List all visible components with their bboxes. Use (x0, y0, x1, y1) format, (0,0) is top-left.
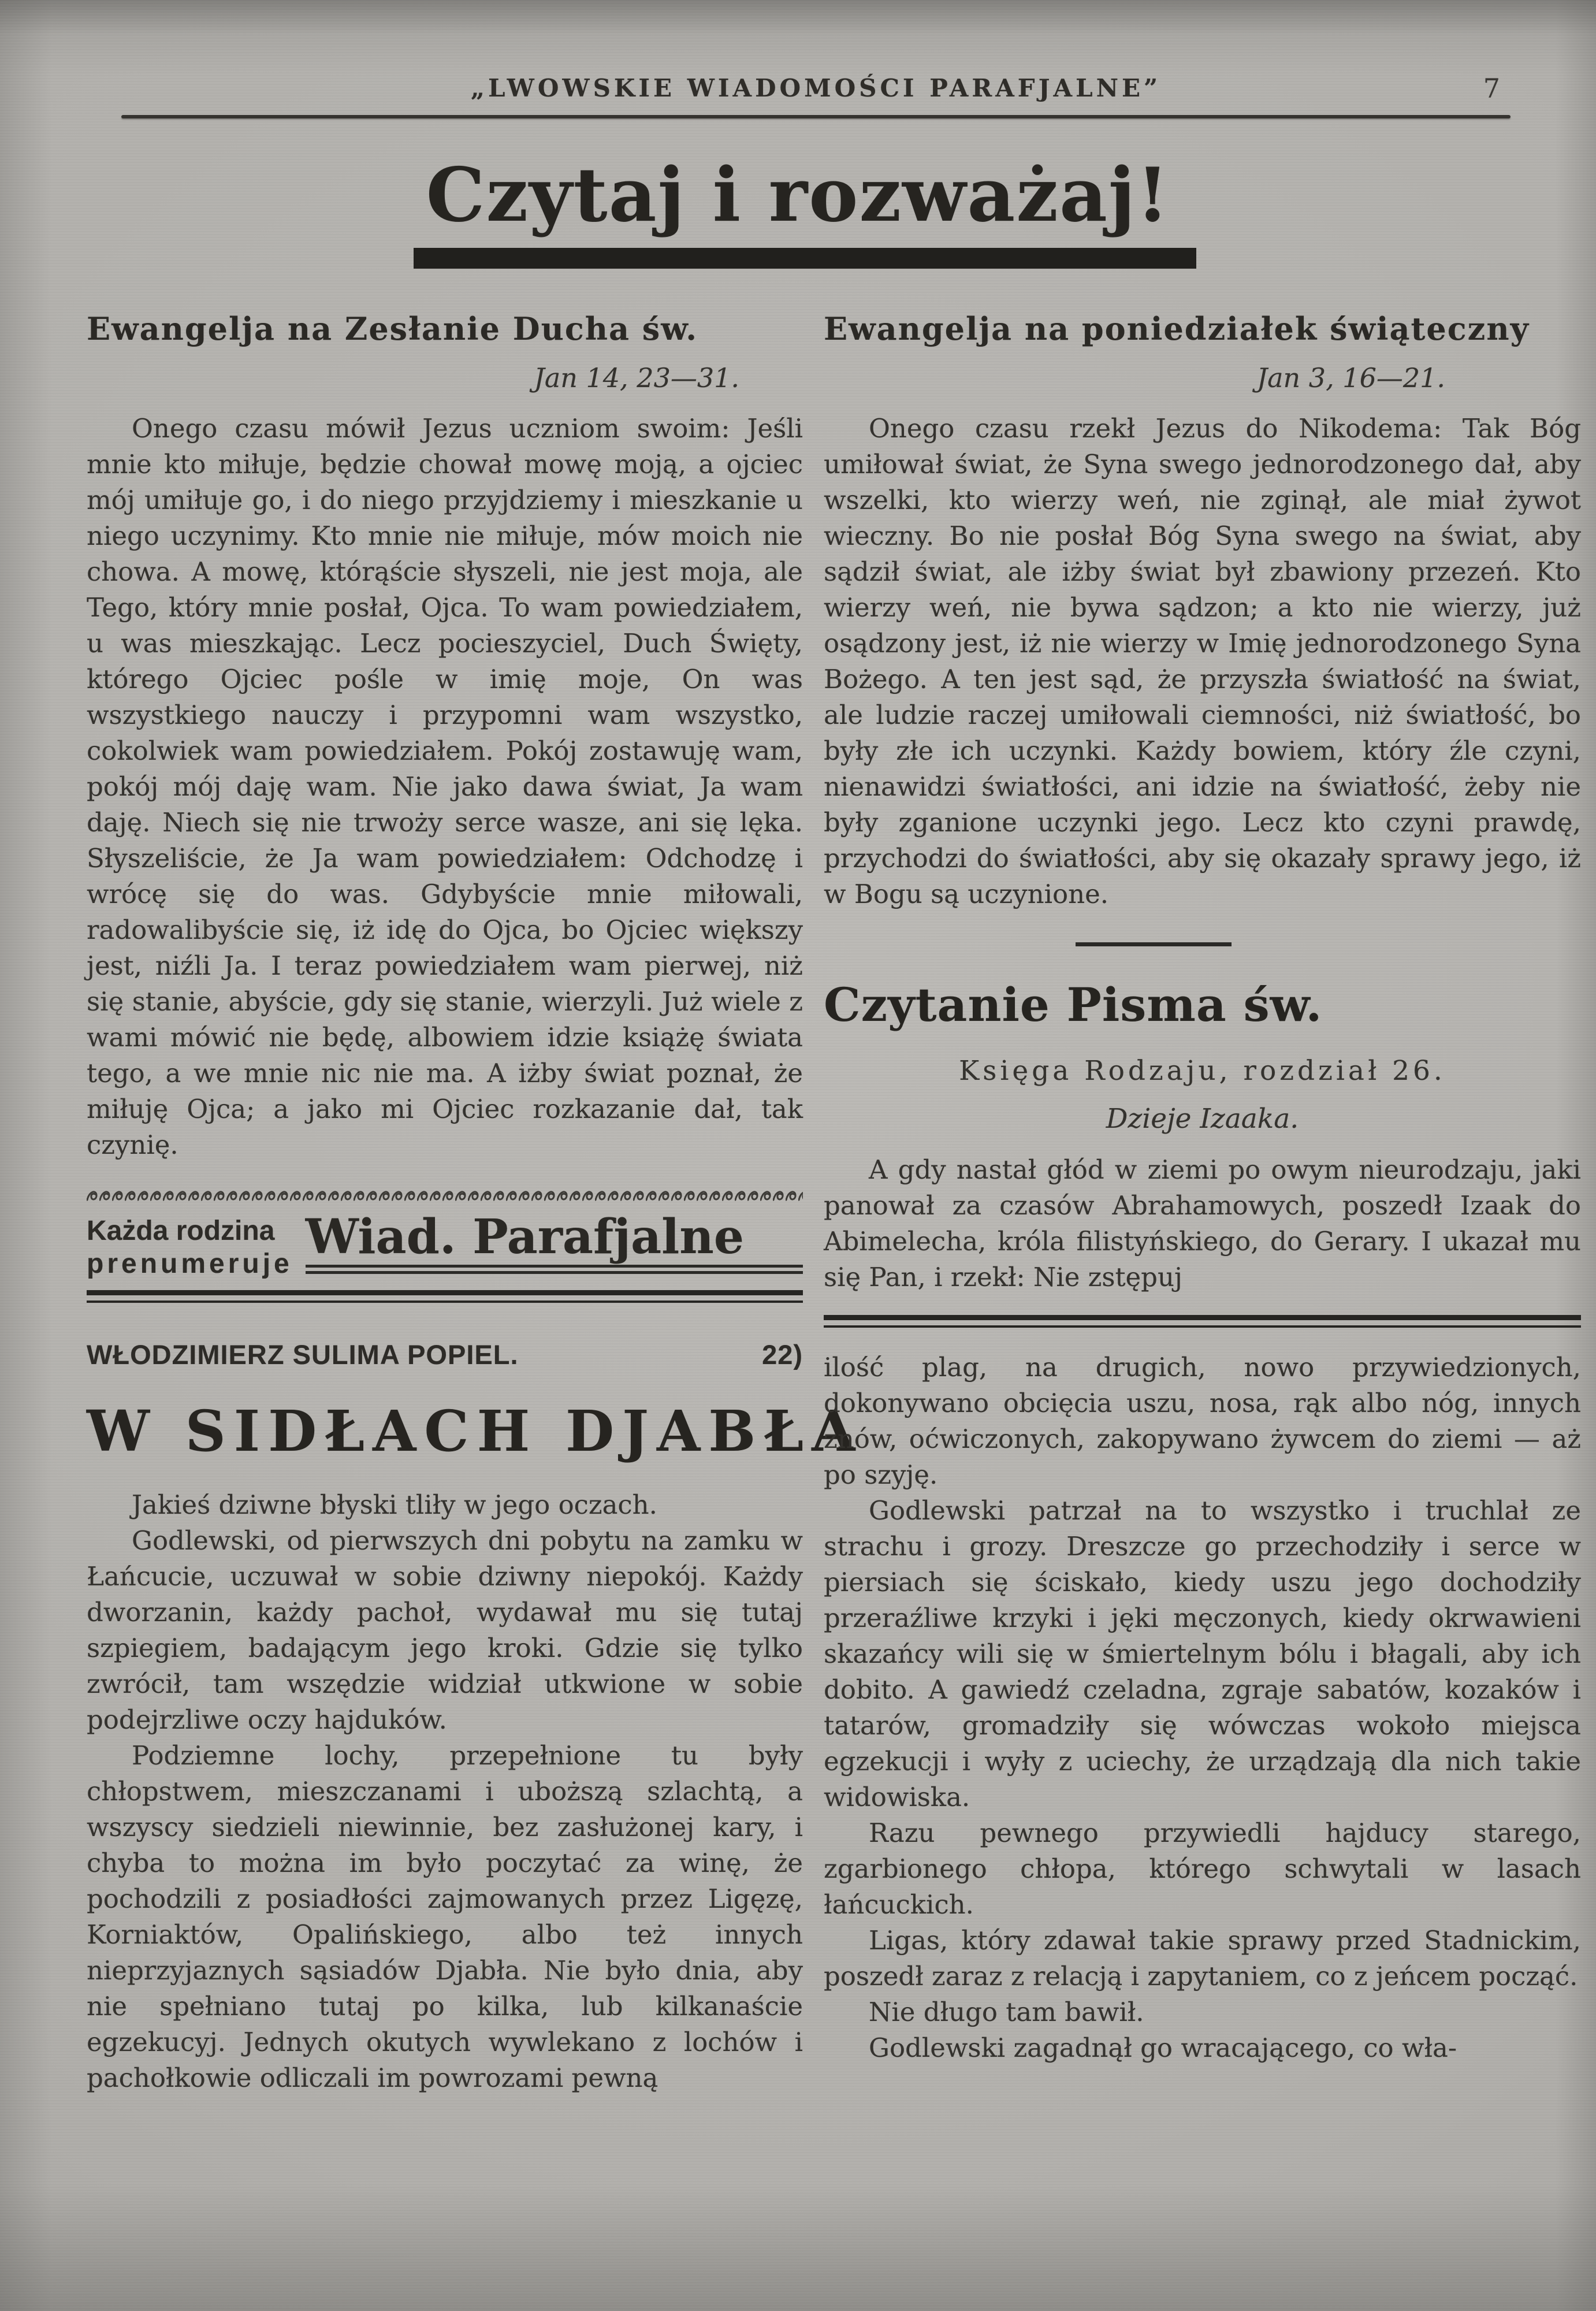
left-column (87, 310, 864, 2096)
gospel-pentecost-body: Onego czasu mówił Jezus uczniom swoim: Jeśli mnie kto miłuje, będzie chował mowę moją, a ojciec mój umiłuje go, i do niego przyjdziemy i mieszkanie u niego uczynimy. Kto mnie nie miłuje, mów moich nie chowa. A mowę, którąście słyszeli, nie jest moja, ale Tego, który mnie posłał, Ojca. To wam powiedziałem, u was mieszkając. Lecz pocieszyciel, Duch Święty, którego Ojciec pośle w imię moje, On was wszystkiego nauczy i przypomni wam wszystko, cokolwiek wam powiedziałem. Pokój zostawuję wam, pokój mój daję wam. Nie jako dawa świat, Ja wam daję. Niech się nie trwoży serce wasze, ani się lęka. Słyszeliście, że Ja wam powiedziałem: Odchodzę i wrócę się do was. Gdybyście mnie miłowali, radowalibyście się, iż idę do Ojca, bo Ojciec większy jest, niźli Ja. I teraz powiedziałem wam pierwej, niż się stanie, abyście, gdy się stanie, wierzyli. Już wiele z wami mówić nie będę, albowiem idzie książę świata tego, a we mnie nic nie ma. A iżby świat poznał, że miłuję Ojca; a jako mi Ojciec rozkazanie dał, tak czynię. (87, 413, 803, 1160)
serial-body (87, 1487, 803, 2096)
serial-installment-number: 22) (762, 1339, 803, 1370)
two-column-layout (87, 310, 1581, 2096)
serial-author: WŁODZIMIERZ SULIMA POPIEL. (87, 1339, 519, 1370)
serial-paragraph: Razu pewnego przywiedli hajducy starego, zgarbionego chłopa, którego schwytali w lasach łańcuckich. (824, 1818, 1581, 1920)
scripture-reading-title: Czytanie Pisma św. (824, 978, 1323, 1032)
serial-paragraph: Podziemne lochy, przepełnione tu były chłopstwem, mieszczanami i uboższą szlachtą, a wszyscy siedzieli niewinnie, bez zasłużonej kary, i chyba to można im było poczytać za winę, że pochodzili z posiadłości zajmowanych przez Ligęzę, Korniaktów, Opalińskiego, albo też innych nieprzyjaznych sąsiadów Djabła. Nie było dnia, aby nie spełniano tutaj po kilka, lub kilkanaście egzekucyj. Jednych okutych wywlekano z lochów i pachołkowie odliczali im powrozami pewną (87, 1740, 803, 2093)
serial-paragraph: Godlewski patrzał na to wszystko i truchlał ze strachu i grozy. Dreszcze go przechodziły i serce w piersiach się ściskało, kiedy uszu jego dochodziły przeraźliwe krzyki i jęki męczonych, kiedy okrwawieni skazańcy wili się w śmiertelnym bólu i błagali, aby ich dobito. A gawiedź czeladna, zgraje sabatów, kozaków i tatarów, gromadziły się wówczas wokoło miejsca egzekucji i wyły z uciechy, że urządzają dla nich takie widowiska. (824, 1495, 1581, 1812)
scripture-reading-story-title: Dzieje Izaaka. (1106, 1103, 1299, 1135)
scripture-reading-subtitle: Księga Rodzaju, rozdział 26. (959, 1055, 1446, 1087)
section-divider-rule-right (824, 1315, 1581, 1328)
journal-title: „LWOWSKIE WIADOMOŚCI PARAFJALNE” (470, 74, 1162, 102)
right-column (824, 310, 1581, 2096)
subscription-ad-line2: prenumeruje (87, 1248, 293, 1279)
title-underline-bar (414, 248, 1196, 269)
masthead (121, 74, 1511, 118)
serial-paragraph: Nie długo tam bawił. (869, 1997, 1144, 2027)
gospel-monday-body: Onego czasu rzekł Jezus do Nikodema: Tak Bóg umiłował świat, że Syna swego jednorodzonego dał, aby wszelki, kto wierzy weń, nie zginął, ale miał żywot wieczny. Bo nie posłał Bóg Syna swego na świat, aby sądził świat, ale iżby świat był zbawiony przezeń. Kto wierzy weń, nie bywa sądzon; a kto nie wierzy, już osądzony jest, iż nie wierzy w Imię jednorodzonego Syna Bożego. A ten jest sąd, że przyszła światłość na świat, ale ludzie raczej umiłowali ciemności, niż światłość, bo były złe ich uczynki. Każdy bowiem, który źle czyni, nienawidzi światłości, ani idzie na światłość, żeby nie były zganione uczynki jego. Lecz kto czyni prawdę, przychodzi do światłości, aby się okazały sprawy jego, iż w Bogu są uczynione. (824, 413, 1581, 909)
subscription-ad-slogan (87, 1215, 293, 1279)
section-divider-rule-left (87, 1290, 803, 1303)
subscription-ad-line1: Każda rodzina (87, 1215, 275, 1246)
gospel-pentecost-reference: Jan 14, 23—31. (534, 362, 739, 393)
subscription-ad (87, 1209, 803, 1279)
serial-paragraph: Jakieś dziwne błyski tliły w jego oczach. (132, 1489, 657, 1520)
serial-header (87, 1339, 803, 1370)
serial-paragraph: Ligas, który zdawał takie sprawy przed Stadnickim, poszedł zaraz z relacją i zapytaniem, co z jeńcem począć. (824, 1925, 1581, 1992)
subscription-ad-paper-name: Wiad. Parafjalne (306, 1215, 803, 1274)
ornament-divider (87, 1187, 803, 1207)
serial-paragraph: Godlewski zagadnął go wracającego, co wła- (869, 2033, 1457, 2063)
gospel-monday-reference: Jan 3, 16—21. (1256, 362, 1445, 393)
serial-paragraph: Godlewski, od pierwszych dni pobytu na zamku w Łańcucie, uczuwał w sobie dziwny niepokój. Każdy dworzanin, każdy pachoł, wydawał mu się tutaj szpiegiem, badającym jego kroki. Gdzie się tylko zwrócił, tam wszędzie widział utkwione w sobie podejrzliwe oczy hajduków. (87, 1525, 803, 1735)
serial-title: W SIDŁACH DJABŁA (87, 1398, 864, 1464)
scripture-reading-body: A gdy nastał głód w ziemi po owym nieurodzaju, jaki panował za czasów Abrahamowych, poszedł Izaak do Abimelecha, króla filistyńskiego, do Gerary. I ukazał mu się Pan, i rzekł: Nie zstępuj (824, 1154, 1581, 1292)
short-divider-rule (1076, 942, 1232, 946)
ornament-swirl-graphic (87, 1187, 803, 1207)
page-title: Czytaj i rozważaj! (426, 152, 1170, 239)
serial-continuation (824, 1350, 1581, 2066)
gospel-pentecost-title: Ewangelja na Zesłanie Ducha św. (87, 310, 698, 347)
gospel-monday-title: Ewangelja na poniedziałek świąteczny (824, 310, 1530, 347)
serial-paragraph: ilość plag, na drugich, nowo przywiedzionych, dokonywano obcięcia uszu, nosa, rąk albo nóg, innych znów, oćwiczonych, zakopywano żywcem do ziemi — aż po szyję. (824, 1352, 1581, 1490)
masthead-rule (121, 115, 1511, 118)
page-number: 7 (1483, 73, 1500, 104)
